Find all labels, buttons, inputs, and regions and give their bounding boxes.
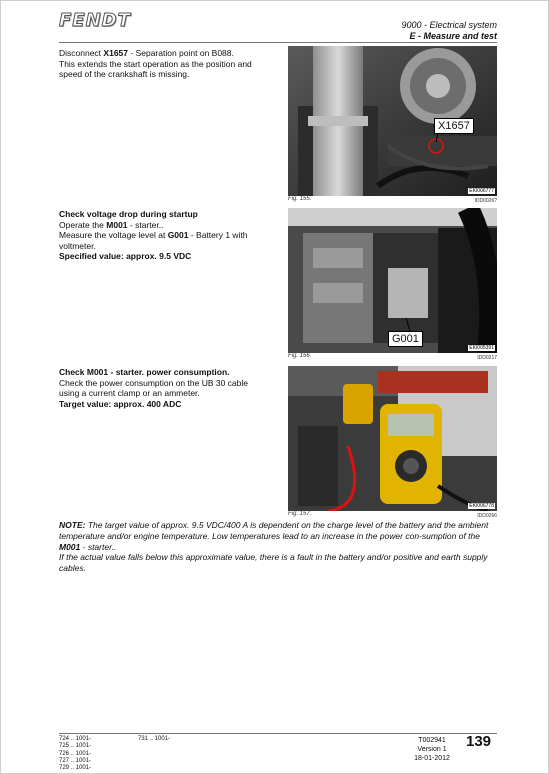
header-rule (59, 42, 497, 43)
doc-date: 18-01-2012 (414, 755, 450, 762)
serial: 725 .. 1001- (59, 743, 92, 750)
multimeter-photo-drawing (288, 366, 497, 511)
serial: 727 .. 1001- (59, 757, 92, 764)
step-disconnect-text (59, 48, 279, 80)
figure-image-id: IDD0266 (477, 513, 497, 519)
photo-ref-id: EKI005391 (469, 345, 494, 351)
text-line: Check the power consumption on the UB 30 cable (59, 377, 249, 388)
note-text: NOTE: The target value of approx. 9.5 VDC/400 A is dependent on the charge level of the battery and the ambient temperature and/or engine temperature. Low temperatures lead to an increase in the power con-sumption of the M001 - starter.. (59, 520, 489, 552)
battery-photo (288, 208, 497, 353)
figure-caption: Fig. 157. (288, 511, 312, 517)
figure-image-id: IDD0217 (477, 355, 497, 361)
photo-ref-id: EKI006777 (469, 188, 494, 194)
footer-doc-info (412, 736, 452, 763)
text-line: Disconnect X1657 - Separation point on B088. (59, 48, 234, 58)
serial: 729 .. 1001- (59, 765, 92, 772)
specified-value: Specified value: approx. 9.5 VDC (59, 251, 192, 262)
figure-caption: Fig. 155. (288, 196, 312, 202)
note-label: NOTE: (59, 520, 86, 530)
figure-caption: Fig. 156. (288, 353, 312, 359)
footer-rule (59, 733, 497, 734)
text-line: speed of the crankshaft is missing. (59, 69, 190, 80)
doc-number: T002941 (418, 737, 446, 744)
fendt-logo: FENDT (59, 10, 131, 31)
text-line: Measure the voltage level at G001 - Battery 1 with (59, 230, 248, 241)
footer-serials-mid: 731 .. 1001- (138, 736, 171, 742)
text-line: Operate the M001 - starter.. (59, 219, 164, 230)
text-line: This extends the start operation as the position and (59, 58, 252, 69)
step-voltage-drop-text (59, 209, 279, 262)
figure-155 (288, 46, 497, 206)
serial: 724 .. 1001- (59, 736, 92, 742)
text-line: using a current clamp or an ammeter. (59, 388, 200, 399)
callout-x1657: X1657 (434, 118, 474, 134)
footer-serials-left (59, 736, 91, 772)
step-power-consumption-text (59, 367, 279, 409)
step-title: Check M001 - starter. power consumption. (59, 367, 230, 377)
note-paragraph (59, 520, 497, 574)
text-line: voltmeter. (59, 240, 96, 251)
step-title: Check voltage drop during startup (59, 209, 198, 219)
note-text-2: If the actual value falls below this approximate value, there is a fault in the battery and/or positive and earth supply cables. (59, 552, 488, 574)
figure-156 (288, 208, 497, 363)
multimeter-photo (288, 366, 497, 511)
target-value: Target value: approx. 400 ADC (59, 398, 182, 409)
figure-image-id: IDD0026? (474, 198, 497, 204)
callout-g001: G001 (388, 331, 423, 347)
header-section: E - Measure and test (409, 31, 497, 41)
photo-ref-id: EKI006778 (469, 503, 494, 509)
header-system: 9000 - Electrical system (401, 20, 497, 30)
figure-157 (288, 366, 497, 520)
doc-version: Version 1 (417, 746, 447, 753)
serial: 726 .. 1001- (59, 750, 92, 757)
page-number: 139 (466, 733, 492, 750)
engine-photo (288, 46, 497, 196)
